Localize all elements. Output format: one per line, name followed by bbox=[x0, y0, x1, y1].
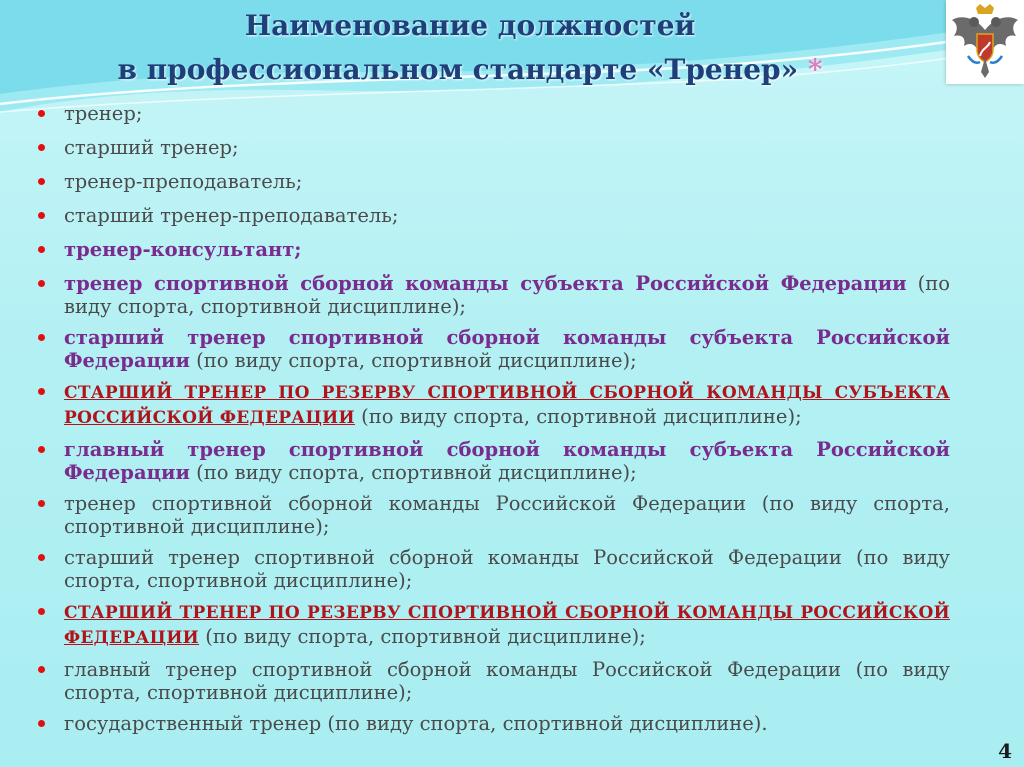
bullet bbox=[38, 554, 45, 561]
list-item: тренер; bbox=[36, 102, 950, 125]
title-asterisk: * bbox=[807, 53, 823, 86]
coat-of-arms bbox=[946, 0, 1024, 84]
bullet bbox=[38, 500, 45, 507]
page-number: 4 bbox=[998, 739, 1012, 763]
list-item: СТАРШИЙ ТРЕНЕР ПО РЕЗЕРВУ СПОРТИВНОЙ СБОРНОЙ КОМАНДЫ РОССИЙСКОЙ ФЕДЕРАЦИИ (по виду спорта, спортивной дисциплине); bbox=[36, 600, 950, 650]
double-headed-eagle-icon bbox=[946, 0, 1024, 84]
title-line-1: Наименование должностей bbox=[244, 9, 696, 42]
list-item: СТАРШИЙ ТРЕНЕР ПО РЕЗЕРВУ СПОРТИВНОЙ СБОРНОЙ КОМАНДЫ СУБЪЕКТА РОССИЙСКОЙ ФЕДЕРАЦИИ (по виду спорта, спортивной дисциплине); bbox=[36, 380, 950, 430]
list-item: тренер-консультант; bbox=[36, 238, 950, 261]
bullet bbox=[38, 246, 45, 253]
bullet bbox=[38, 720, 45, 727]
bullet bbox=[38, 178, 45, 185]
bullet bbox=[38, 212, 45, 219]
bullet bbox=[38, 388, 45, 395]
list-item: главный тренер спортивной сборной команды субъекта Российской Федерации (по виду спорта, спортивной дисциплине); bbox=[36, 438, 950, 484]
list-item: главный тренер спортивной сборной команды Российской Федерации (по виду спорта, спортивной дисциплине); bbox=[36, 658, 950, 704]
bullet bbox=[38, 608, 45, 615]
slide-title bbox=[0, 4, 940, 92]
list-item: старший тренер спортивной сборной команды субъекта Российской Федерации (по виду спорта, спортивной дисциплине); bbox=[36, 326, 950, 372]
bullet bbox=[38, 666, 45, 673]
list-item: тренер-преподаватель; bbox=[36, 170, 950, 193]
list-item: государственный тренер (по виду спорта, спортивной дисциплине). bbox=[36, 712, 950, 735]
bullet bbox=[38, 144, 45, 151]
bullet bbox=[38, 280, 45, 287]
list-item: старший тренер; bbox=[36, 136, 950, 159]
list-item: тренер спортивной сборной команды субъекта Российской Федерации (по виду спорта, спортивной дисциплине); bbox=[36, 272, 950, 318]
list-item: старший тренер спортивной сборной команды Российской Федерации (по виду спорта, спортивной дисциплине); bbox=[36, 546, 950, 592]
bullet bbox=[38, 334, 45, 341]
bullet bbox=[38, 446, 45, 453]
positions-list bbox=[36, 102, 950, 735]
title-line-2: в профессиональном стандарте «Тренер» bbox=[117, 53, 799, 86]
bullet bbox=[38, 110, 45, 117]
list-item: старший тренер-преподаватель; bbox=[36, 204, 950, 227]
list-item: тренер спортивной сборной команды Российской Федерации (по виду спорта, спортивной дисциплине); bbox=[36, 492, 950, 538]
